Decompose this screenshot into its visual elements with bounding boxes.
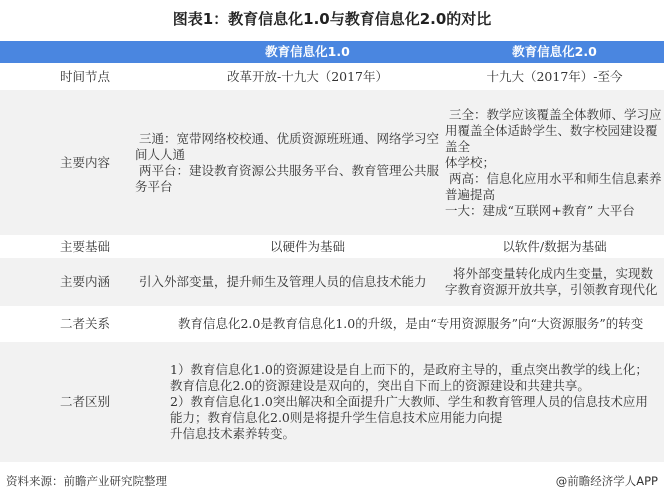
row-label: 二者区别 bbox=[59, 394, 110, 409]
row-label: 主要基础 bbox=[59, 238, 110, 254]
header-col-1: 教育信息化1.0 bbox=[265, 44, 350, 59]
cell: 十九大（2017年）-至今 bbox=[486, 68, 623, 84]
row-label: 主要内涵 bbox=[59, 274, 110, 289]
source-note: 资料来源：前瞻产业研究院整理 bbox=[6, 474, 167, 488]
table-row bbox=[0, 235, 664, 258]
cell: 改革开放-十九大（2017年） bbox=[226, 68, 389, 84]
cell: 1）教育信息化1.0的资源建设是自上而下的，是政府主导的，重点突出教学的线上化；教育信息化2.0的资源建设是双向的，突出自下而上的资源建设和共建共享。 2）教育信息化1.0突出解决和全面提升广大教师、学生和教育管理人员的信息技术应用能力；教育信息化2.0则是将提升学生信息技术应用能力向提 升信息技术素养转变。 bbox=[170, 362, 648, 441]
table-header bbox=[0, 41, 664, 63]
cell: 以硬件为基础 bbox=[269, 238, 345, 254]
row-label: 主要内容 bbox=[59, 154, 110, 170]
table-row bbox=[0, 258, 664, 306]
cell: 引入外部变量，提升师生及管理人员的信息技术能力 bbox=[135, 274, 427, 289]
chart-title: 图表1：教育信息化1.0与教育信息化2.0的对比 bbox=[172, 10, 492, 28]
credit: @前瞻经济学人APP bbox=[555, 474, 658, 488]
header-col-2: 教育信息化2.0 bbox=[512, 44, 597, 59]
table-row bbox=[0, 342, 664, 462]
cell: 教育信息化2.0是教育信息化1.0的升级，是由“专用资源服务”向“大资源服务”的转变 bbox=[170, 316, 644, 331]
cell: 三全：教学应该覆盖全体教师、学习应用覆盖全体适龄学生、数字校园建设覆盖全 体学校； 两高：信息化应用水平和师生信息素养普遍提高 一大：建成“互联网+教育” 大平台 bbox=[445, 106, 662, 218]
cell: 以软件/数据为基础 bbox=[502, 238, 607, 254]
cell: 将外部变量转化成内生变量，实现数字教育资源开放共享，引领教育现代化 bbox=[445, 266, 658, 297]
row-label: 时间节点 bbox=[59, 68, 110, 84]
row-label: 二者关系 bbox=[59, 316, 110, 331]
table-row bbox=[0, 63, 664, 90]
table-row bbox=[0, 306, 664, 342]
cell: 三通：宽带网络校校通、优质资源班班通、网络学习空间人人通 两平台：建设教育资源公共服务平台、教育管理公共服务平台 bbox=[135, 130, 439, 194]
table-row bbox=[0, 90, 664, 235]
